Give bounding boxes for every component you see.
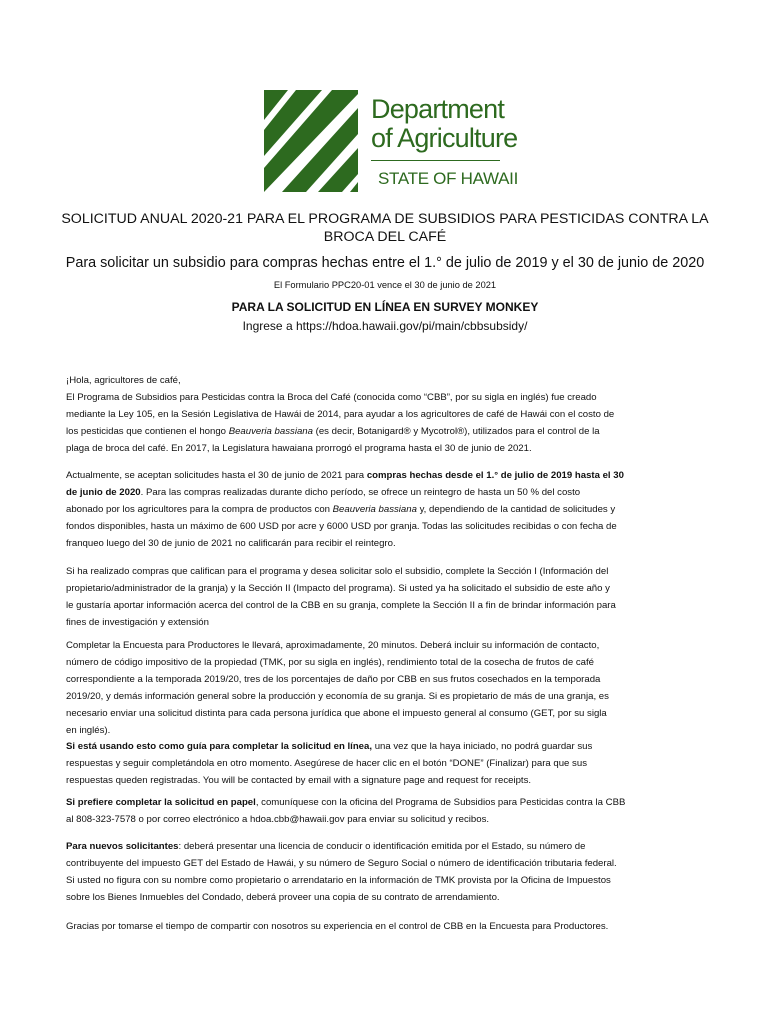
text-run: : deberá presentar una licencia de conducir o identificación emitida por el Estado, su número de xyxy=(178,841,586,852)
paragraph-line: plaga de broca del café. En 2017, la Legislatura hawaiana prorrogó el programa hasta el 30 de junio de 2021. xyxy=(66,443,532,454)
paragraph-line xyxy=(66,738,706,755)
bold-text-run: Si prefiere completar la solicitud en papel xyxy=(66,797,256,808)
form-expiry-note: El Formulario PPC20-01 vence el 30 de junio de 2021 xyxy=(273,280,497,290)
bold-text-run: Para nuevos solicitantes xyxy=(66,841,179,852)
bold-text-run: Si está usando esto como guía para completar la solicitud en línea, xyxy=(66,741,373,752)
italic-text-run: Beauveria bassiana xyxy=(332,504,417,515)
paragraph-line: sobre los Bienes Inmuebles del Condado, deberá proveer una copia de su contrato de arrendamiento. xyxy=(66,892,500,903)
paragraph-online-guide xyxy=(66,738,706,789)
paragraph-greeting xyxy=(66,372,706,457)
hawaii-agriculture-emblem-icon xyxy=(262,90,358,192)
paragraph-sections xyxy=(66,563,706,631)
text-run: . Para las compras realizadas durante dicho período, se ofrece un reintegro de hasta un 50 % del costo xyxy=(140,487,581,498)
paragraph-line: 2019/20, y demás información general sobre la producción y economía de su granja. Si es propietario de más de una granja, es xyxy=(66,691,609,702)
text-run: (es decir, Botanigard® y Mycotrol®), utilizados para el control de la xyxy=(312,426,600,437)
paragraph-line: El Programa de Subsidios para Pesticidas contra la Broca del Café (conocida como “CBB”, por su sigla en inglés) fue creado xyxy=(66,392,597,403)
paragraph-line: número de código impositivo de la propiedad (TMK, por su sigla en inglés), rendimiento total de la cosecha de frutos de café xyxy=(66,657,594,668)
paragraph-line: contribuyente del impuesto GET del Estado de Hawái, y su número de Seguro Social o número de identificación tributaria federal. xyxy=(66,858,617,869)
paragraph-line: al 808-323-7578 o por correo electrónico a hdoa.cbb@hawaii.gov para enviar su solicitud y recibos. xyxy=(66,814,490,825)
paragraph-line: propietario/administrador de la granja) y la Sección II (Impacto del programa). Si usted ya ha solicitado el subsidio de este año y xyxy=(66,583,610,594)
paragraph-line: franqueo luego del 30 de junio de 2021 no calificarán para recibir el reintegro. xyxy=(66,538,396,549)
logo-department-text: Department xyxy=(371,94,505,124)
online-application-url[interactable]: Ingrese a https://hdoa.hawaii.gov/pi/main/cbbsubsidy/ xyxy=(242,319,528,333)
paragraph-line: Si ha realizado compras que califican para el programa y desea solicitar solo el subsidio, complete la Sección I (Información del xyxy=(66,566,609,577)
paragraph-line: ¡Hola, agricultores de café, xyxy=(66,375,181,386)
paragraph-line: fines de investigación y extensión xyxy=(66,617,209,628)
paragraph-thanks xyxy=(66,918,706,935)
document-subtitle: Para solicitar un subsidio para compras hechas entre el 1.° de julio de 2019 y el 30 de junio de 2020 xyxy=(65,255,705,271)
paragraph-line: correspondiente a la temporada 2019/20, tres de los porcentajes de daño por CBB en sus frutos cosechados en la temporada xyxy=(66,674,601,685)
paragraph-line: Completar la Encuesta para Productores le llevará, aproximadamente, 20 minutos. Deberá incluir su información de contacto, xyxy=(66,640,600,651)
paragraph-line: fondos disponibles, hasta un máximo de 600 USD por acre y 6000 USD por granja. Todas las solicitudes recibidas o con fecha de xyxy=(66,521,617,532)
paragraph-line: Si usted no figura con su nombre como propietario o arrendatario en la información de TMK provista por la Oficina de Impuestos xyxy=(66,875,611,886)
paragraph-line: respuestas y seguir completándola en otro momento. Asegúrese de hacer clic en el botón “DONE” (Finalizar) para que sus xyxy=(66,758,587,769)
logo-agriculture-text: of Agriculture xyxy=(371,123,518,153)
text-run: Actualmente, se aceptan solicitudes hasta el 30 de junio de 2021 para xyxy=(66,470,367,481)
text-run: abonado por los agricultores para la compra de productos con xyxy=(66,504,333,515)
paragraph-line: respuestas queden registradas. You will be contacted by email with a signature page and request for receipts. xyxy=(66,775,532,786)
paragraph-survey-info xyxy=(66,637,706,739)
text-run: los pesticidas que contienen el hongo xyxy=(66,426,229,437)
paragraph-new-applicants xyxy=(66,838,706,906)
paragraph-line: Gracias por tomarse el tiempo de compartir con nosotros su experiencia en el control de CBB en la Encuesta para Productores. xyxy=(66,921,609,932)
paragraph-line xyxy=(66,794,706,811)
paragraph-line: necesario enviar una solicitud distinta para cada persona jurídica que abone el impuesto general al consumo (GET, por su sigla xyxy=(66,708,607,719)
logo-state-text: STATE OF HAWAII xyxy=(378,169,519,188)
paragraph-line: le gustaría aportar información acerca del control de la CBB en su granja, complete la Sección II a fin de brindar información para xyxy=(66,600,616,611)
paragraph-line: mediante la Ley 105, en la Sesión Legislativa de Hawái de 2014, para ayudar a los agricultores de café de Hawái con el costo de xyxy=(66,409,615,420)
text-run: y, dependiendo de la cantidad de solicitudes y xyxy=(416,504,616,515)
text-run: una vez que la haya iniciado, no podrá guardar sus xyxy=(372,741,593,752)
paragraph-line xyxy=(66,423,706,440)
document-title-line-1: SOLICITUD ANUAL 2020-21 PARA EL PROGRAMA DE SUBSIDIOS PARA PESTICIDAS CONTRA LA xyxy=(61,211,709,227)
paragraph-line xyxy=(66,838,706,855)
bold-text-run: compras hechas desde el 1.° de julio de 2019 hasta el 30 xyxy=(366,470,624,481)
department-logo xyxy=(262,90,519,192)
logo-divider xyxy=(371,160,500,161)
paragraph-line: en inglés). xyxy=(66,725,111,736)
bold-text-run: de junio de 2020 xyxy=(66,487,141,498)
paragraph-line xyxy=(66,484,706,501)
paragraph-eligibility xyxy=(66,467,706,552)
paragraph-line xyxy=(66,467,706,484)
paragraph-line xyxy=(66,501,706,518)
italic-text-run: Beauveria bassiana xyxy=(228,426,313,437)
paragraph-paper-application xyxy=(66,794,706,828)
text-run: , comuníquese con la oficina del Programa de Subsidios para Pesticidas contra la CBB xyxy=(255,797,626,808)
online-application-heading: PARA LA SOLICITUD EN LÍNEA EN SURVEY MONKEY xyxy=(231,300,539,314)
document-title-line-2: BROCA DEL CAFÉ xyxy=(323,229,447,245)
